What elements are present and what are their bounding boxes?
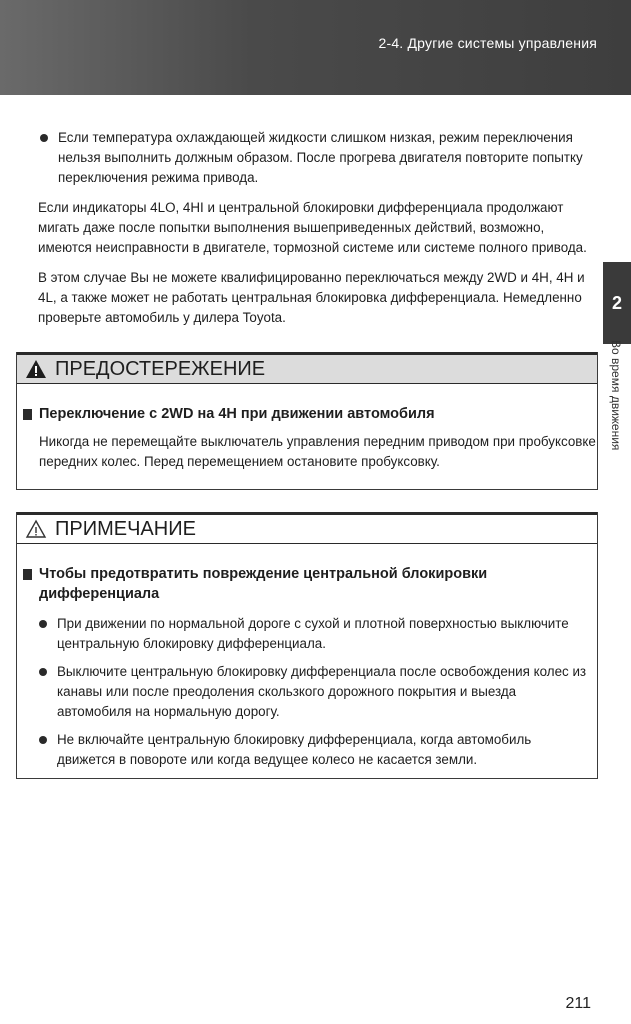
notice-header	[17, 512, 597, 544]
square-bullet-icon	[23, 409, 32, 420]
notice-bullet-text: При движении по нормальной дороге с сухой и плотной поверхностью выключите центральную блокировку дифференциала.	[57, 616, 569, 651]
notice-bullet	[37, 730, 591, 770]
caution-outline-icon	[25, 519, 47, 539]
intro-section	[38, 128, 598, 328]
notice-bullet	[37, 614, 591, 654]
notice-box	[16, 512, 598, 779]
section-title: 2-4. Другие системы управления	[378, 35, 597, 51]
page-number: 211	[565, 995, 591, 1012]
bullet-dot-icon	[39, 736, 47, 744]
notice-bullet	[37, 662, 591, 722]
bullet-dot-icon	[40, 134, 48, 142]
warning-triangle-icon	[25, 359, 47, 379]
bullet-dot-icon	[39, 668, 47, 676]
intro-bullet-text: Если температура охлаждающей жидкости слишком низкая, режим переключения нельзя выполнить должным образом. После прогрева двигателя повторите попытку переключения режима привода.	[58, 130, 583, 185]
intro-paragraph-2: В этом случае Вы не можете квалифицированно переключаться между 2WD и 4H, 4H и 4L, а также может не работать центральная блокировка дифференциала. Немедленно проверьте автомобиль у дилера Toyota.	[38, 270, 585, 325]
intro-bullet	[38, 128, 598, 188]
notice-subheading	[17, 564, 591, 604]
chapter-label: Во время движения	[609, 340, 623, 451]
notice-title: ПРИМЕЧАНИЕ	[55, 517, 196, 540]
bullet-dot-icon	[39, 620, 47, 628]
notice-subheading-text: Чтобы предотвратить повреждение центральной блокировки дифференциала	[39, 566, 488, 602]
caution-subheading	[17, 404, 597, 424]
intro-paragraph-1: Если индикаторы 4LO, 4HI и центральной блокировки дифференциала продолжают мигать даже после попытки выполнения вышеприведенных действий, возможно, имеются неисправности в двигателе, тормозной системе или системе полного привода.	[38, 200, 587, 255]
caution-subheading-text: Переключение с 2WD на 4H при движении автомобиля	[39, 406, 435, 422]
header-band	[0, 0, 631, 95]
caution-title: ПРЕДОСТЕРЕЖЕНИЕ	[55, 357, 266, 380]
notice-bullet-text: Выключите центральную блокировку дифференциала после освобождения колес из канавы или после преодоления скользкого дорожного покрытия и выезда автомобиля на нормальную дорогу.	[57, 664, 587, 719]
caution-box	[16, 352, 598, 490]
caution-text: Никогда не перемещайте выключатель управления передним приводом при пробуксовке передних колес. Перед перемещением остановите пробуксовку.	[39, 434, 596, 469]
chapter-tab: 2	[603, 262, 631, 344]
caution-header	[17, 352, 597, 384]
square-bullet-icon	[23, 569, 32, 580]
notice-bullet-text: Не включайте центральную блокировку дифференциала, когда автомобиль движется в повороте или когда ведущее колесо не касается земли.	[57, 732, 532, 767]
